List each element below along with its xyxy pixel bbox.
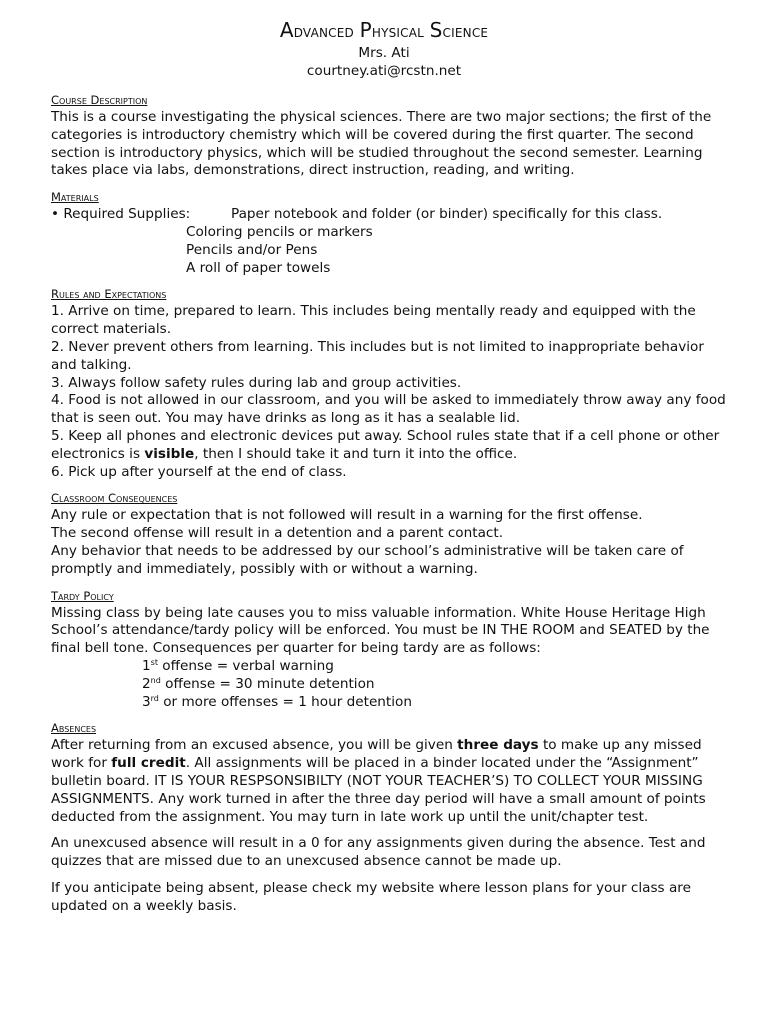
consequence-line: Any rule or expectation that is not followed will result in a warning for the first offense. bbox=[51, 507, 643, 524]
rules-heading: Rules and Expectations bbox=[51, 287, 167, 302]
emphasis-visible: visible bbox=[144, 445, 195, 462]
materials-section bbox=[51, 189, 731, 277]
supply-item: Coloring pencils or markers bbox=[186, 223, 373, 240]
consequence-line: Any behavior that needs to be addressed by our school’s administrative will be taken care of promptly and immediately, possibly with or without a warning. bbox=[51, 542, 684, 577]
rule-item: 4. Food is not allowed in our classroom, and you will be asked to immediately throw away any food that is seen out. You may have drinks as long as it has a sealable lid. bbox=[51, 392, 726, 427]
absences-paragraph: After returning from an excused absence, you will be given three days to make up any missed work for full credit. All assignments will be placed in a binder located under the “Assignment” bulletin board. IT IS YOUR RESPSONSIBILTY (NOT YOUR TEACHER’S) TO COLLECT YOUR MISSING ASSIGNMENTS. Any work turned in after the three day period will have a small amount of points deducted from the assignment. You may turn in late work up until the unit/chapter test. bbox=[51, 737, 706, 825]
required-supplies-label: • Required Supplies: bbox=[51, 206, 191, 223]
emphasis-full-credit: full credit bbox=[111, 755, 186, 772]
materials-heading: Materials bbox=[51, 190, 99, 205]
supply-item: Paper notebook and folder (or binder) specifically for this class. bbox=[231, 206, 663, 223]
tardy-offense: 3rd or more offenses = 1 hour detention bbox=[142, 693, 412, 710]
tardy-section bbox=[51, 588, 731, 712]
teacher-email: courtney.ati@rcstn.net bbox=[306, 63, 462, 79]
supply-item: A roll of paper towels bbox=[186, 259, 331, 276]
consequences-section bbox=[51, 490, 731, 578]
absences-heading: Absences bbox=[51, 721, 97, 736]
course-description-section bbox=[51, 92, 731, 180]
absences-paragraph: An unexcused absence will result in a 0 for any assignments given during the absence. Test and quizzes that are missed due to an unexcused absence cannot be made up. bbox=[51, 835, 706, 870]
emphasis-three-days: three days bbox=[457, 737, 539, 754]
absences-paragraph: If you anticipate being absent, please check my website where lesson plans for your class are updated on a weekly basis. bbox=[51, 879, 691, 914]
consequences-heading: Classroom Consequences bbox=[51, 491, 178, 506]
rules-section bbox=[51, 286, 731, 481]
rule-item: 1. Arrive on time, prepared to learn. This includes being mentally ready and equipped with the correct materials. bbox=[51, 303, 696, 338]
rule-item: 6. Pick up after yourself at the end of class. bbox=[51, 463, 347, 480]
rule-item: 5. Keep all phones and electronic devices put away. School rules state that if a cell phone or other electronics is visible, then I should take it and turn it into the office. bbox=[51, 427, 720, 462]
absences-section bbox=[51, 720, 731, 915]
rule-item: 3. Always follow safety rules during lab and group activities. bbox=[51, 374, 462, 391]
supply-item: Pencils and/or Pens bbox=[186, 241, 318, 258]
tardy-heading: Tardy Policy bbox=[51, 588, 114, 603]
consequence-line: The second offense will result in a detention and a parent contact. bbox=[51, 525, 504, 542]
materials-first-row bbox=[51, 206, 731, 224]
document-body bbox=[51, 92, 731, 924]
tardy-offense: 2nd offense = 30 minute detention bbox=[142, 675, 375, 692]
document-header bbox=[0, 18, 768, 80]
course-description-heading: Course Description bbox=[51, 93, 148, 107]
tardy-text: Missing class by being late causes you to miss valuable information. White House Heritage High School’s attendance/tardy policy will be enforced. You must be IN THE ROOM and SEATED by the final bell tone. Consequences per quarter for being tardy are as follows: bbox=[51, 604, 710, 657]
course-description-text: This is a course investigating the physical sciences. There are two major sections; the first of the categories is introductory chemistry which will be covered during the first quarter. The second section is introductory physics, which will be studied throughout the second semester. Learning takes place via labs, demonstrations, direct instruction, reading, and writing. bbox=[51, 109, 712, 179]
rule-item: 2. Never prevent others from learning. This includes but is not limited to inappropriate behavior and talking. bbox=[51, 338, 704, 373]
teacher-name: Mrs. Ati bbox=[358, 45, 410, 61]
document-title: Advanced Physical Science bbox=[279, 18, 489, 42]
tardy-offense: 1st offense = verbal warning bbox=[142, 657, 334, 674]
